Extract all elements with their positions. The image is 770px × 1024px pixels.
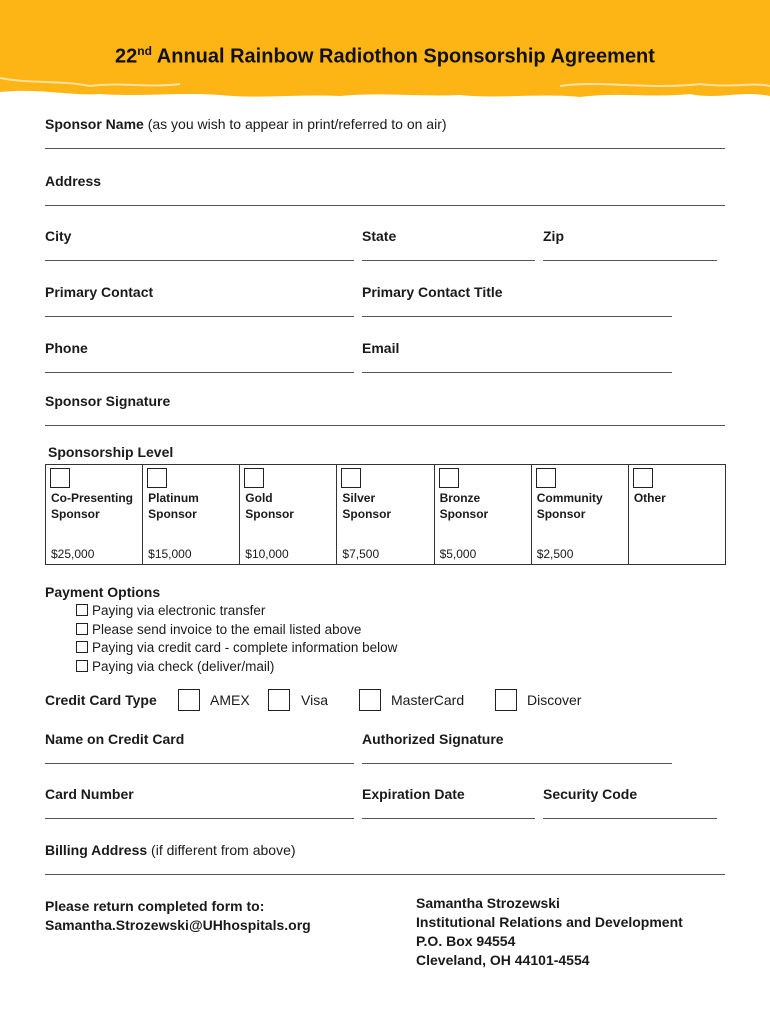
payment-option-credit-card[interactable]: [76, 640, 397, 655]
security-code-field[interactable]: [543, 818, 717, 819]
checkbox[interactable]: [76, 660, 88, 672]
checkbox[interactable]: [76, 641, 88, 653]
level-checkbox[interactable]: [341, 468, 361, 488]
level-community[interactable]: [532, 465, 629, 564]
primary-contact-title-field[interactable]: [362, 316, 672, 317]
billing-address-label: Billing Address (if different from above): [45, 842, 296, 858]
level-name: Platinum Sponsor: [148, 491, 199, 521]
name-on-card-label: Name on Credit Card: [45, 731, 185, 747]
payment-option-label: Paying via credit card - complete information below: [92, 640, 398, 655]
level-checkbox[interactable]: [536, 468, 556, 488]
amex-label: AMEX: [210, 692, 250, 708]
level-checkbox[interactable]: [633, 468, 653, 488]
phone-label: Phone: [45, 340, 88, 356]
primary-contact-field[interactable]: [45, 316, 354, 317]
level-other[interactable]: [629, 465, 725, 564]
primary-contact-label: Primary Contact: [45, 284, 154, 300]
mastercard-label: MasterCard: [391, 692, 465, 708]
amex-checkbox[interactable]: [178, 689, 200, 711]
address-line: Institutional Relations and Development: [416, 914, 683, 930]
level-bronze[interactable]: [435, 465, 532, 564]
payment-option-label: Please send invoice to the email listed above: [92, 622, 362, 637]
expiration-date-label: Expiration Date: [362, 786, 465, 802]
address-line: P.O. Box 94554: [416, 933, 516, 949]
payment-options-heading: Payment Options: [45, 584, 161, 600]
level-amount: $25,000: [51, 547, 95, 561]
state-field[interactable]: [362, 260, 535, 261]
level-name: Other: [633, 491, 666, 505]
primary-contact-title-label: Primary Contact Title: [362, 284, 503, 300]
checkbox[interactable]: [76, 604, 88, 616]
sponsorship-level-grid: [45, 464, 726, 565]
email-label: Email: [362, 340, 400, 356]
discover-checkbox[interactable]: [495, 689, 517, 711]
sponsorship-level-heading: Sponsorship Level: [48, 444, 174, 460]
payment-option-check[interactable]: [76, 659, 274, 674]
level-silver[interactable]: [337, 465, 434, 564]
visa-checkbox[interactable]: [268, 689, 290, 711]
address-line: Samantha Strozewski: [416, 895, 560, 911]
card-number-field[interactable]: [45, 818, 354, 819]
zip-field[interactable]: [543, 260, 717, 261]
address-label: Address: [45, 173, 102, 189]
level-name: Community Sponsor: [536, 491, 603, 521]
sponsor-name-field[interactable]: [45, 148, 725, 149]
return-instructions: [45, 897, 311, 935]
address-field[interactable]: [45, 205, 725, 206]
level-amount: $5,000: [439, 547, 477, 561]
card-number-label: Card Number: [45, 786, 134, 802]
authorized-signature-field[interactable]: [362, 763, 672, 764]
authorized-signature-label: Authorized Signature: [362, 731, 504, 747]
mailing-address: [416, 894, 683, 970]
sponsor-signature-label: Sponsor Signature: [45, 393, 171, 409]
level-checkbox[interactable]: [439, 468, 459, 488]
payment-option-label: Paying via check (deliver/mail): [92, 659, 275, 674]
visa-label: Visa: [301, 692, 328, 708]
payment-option-label: Paying via electronic transfer: [92, 603, 266, 618]
payment-option-invoice[interactable]: [76, 622, 361, 637]
level-amount: $7,500: [342, 547, 380, 561]
payment-option-electronic[interactable]: [76, 603, 265, 618]
billing-address-field[interactable]: [45, 874, 725, 875]
sponsor-name-label: Sponsor Name (as you wish to appear in print/referred to on air): [45, 116, 447, 132]
expiration-date-field[interactable]: [362, 818, 535, 819]
sponsor-signature-field[interactable]: [45, 425, 725, 426]
level-amount: $2,500: [536, 547, 574, 561]
name-on-card-field[interactable]: [45, 763, 354, 764]
level-checkbox[interactable]: [50, 468, 70, 488]
level-checkbox[interactable]: [147, 468, 167, 488]
level-amount: $10,000: [245, 547, 289, 561]
page-title: 22nd Annual Rainbow Radiothon Sponsorship Agreement: [115, 44, 655, 68]
zip-label: Zip: [543, 228, 564, 244]
email-field[interactable]: [362, 372, 672, 373]
credit-card-type-label: Credit Card Type: [45, 692, 157, 708]
level-co-presenting[interactable]: [46, 465, 143, 564]
security-code-label: Security Code: [543, 786, 638, 802]
level-name: Silver Sponsor: [342, 491, 392, 521]
state-label: State: [362, 228, 397, 244]
address-line: Cleveland, OH 44101-4554: [416, 952, 590, 968]
level-checkbox[interactable]: [244, 468, 264, 488]
level-name: Co-Presenting Sponsor: [51, 491, 134, 521]
level-platinum[interactable]: [143, 465, 240, 564]
level-name: Gold Sponsor: [245, 491, 294, 521]
level-name: Bronze Sponsor: [439, 491, 489, 521]
phone-field[interactable]: [45, 372, 354, 373]
checkbox[interactable]: [76, 623, 88, 635]
return-line: Please return completed form to:: [45, 898, 265, 914]
level-amount: $15,000: [148, 547, 192, 561]
discover-label: Discover: [527, 692, 582, 708]
city-label: City: [45, 228, 72, 244]
city-field[interactable]: [45, 260, 354, 261]
mastercard-checkbox[interactable]: [359, 689, 381, 711]
return-email: Samantha.Strozewski@UHhospitals.org: [45, 917, 311, 933]
level-gold[interactable]: [240, 465, 337, 564]
